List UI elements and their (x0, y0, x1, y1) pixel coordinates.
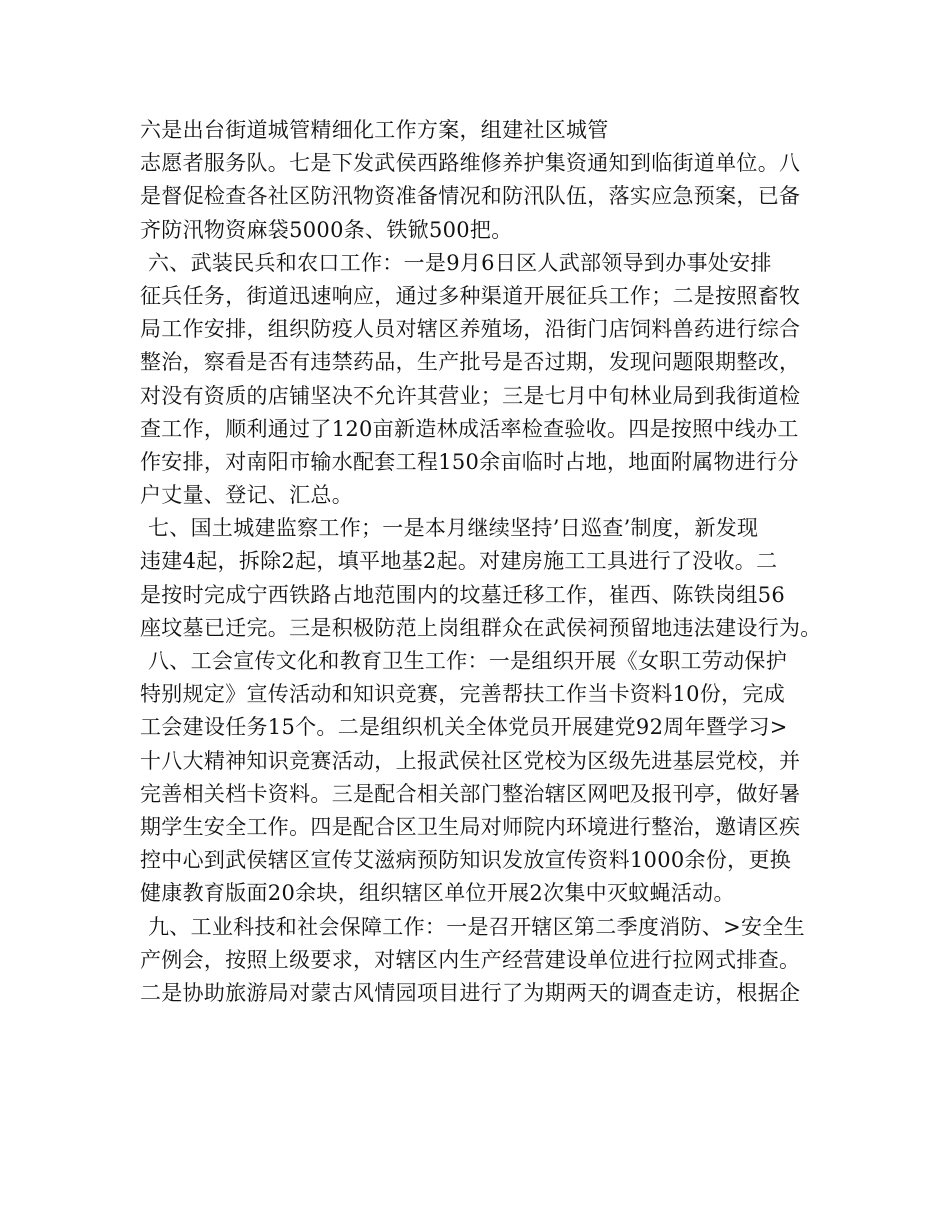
text-line: 二是协助旅游局对蒙古风情园项目进行了为期两天的调查走访，根据企 (140, 980, 801, 1005)
text-line: 产例会，按照上级要求，对辖区内生产经营建设单位进行拉网式排查。 (140, 947, 801, 972)
text-line: 查工作，顺利通过了120亩新造林成活率检查验收。四是按照中线办工 (140, 416, 799, 441)
text-line: 违建4起，拆除2起，填平地基2起。对建房施工工具进行了没收。二 (140, 549, 778, 574)
document-body (140, 114, 830, 1010)
text-line: 志愿者服务队。七是下发武侯西路维修养护集资通知到临街道单位。八 (140, 151, 801, 176)
text-line: 控中心到武侯辖区宣传艾滋病预防知识发放宣传资料1000余份，更换 (140, 848, 792, 873)
text-line: 是按时完成宁西铁路占地范围内的坟墓迁移工作，崔西、陈铁岗组56 (140, 582, 786, 607)
text-line: 作安排，对南阳市输水配套工程150余亩临时占地，地面附属物进行分 (140, 449, 799, 474)
text-line: 六、武装民兵和农口工作：一是9月6日区人武部领导到办事处安排 (148, 250, 772, 275)
text-line: 整治，察看是否有违禁药品，生产批号是否过期，发现问题限期整改， (140, 350, 801, 375)
text-line: 特别规定》宣传活动和知识竞赛，完善帮扶工作当卡资料10份，完成 (140, 682, 786, 707)
text-line: 是督促检查各社区防汛物资准备情况和防汛队伍，落实应急预案，已备 (140, 184, 801, 209)
text-line: 七、国土城建监察工作；一是本月继续坚持’日巡查’制度，新发现 (148, 516, 759, 541)
text-line: 齐防汛物资麻袋5000条、铁锨500把。 (140, 217, 513, 242)
text-line: 六是出台街道城管精细化工作方案，组建社区城管 (140, 118, 609, 142)
text-line: 工会建设任务15个。二是组织机关全体党员开展建党92周年暨学习> (140, 715, 788, 740)
text-line: 健康教育版面20余块，组织辖区单位开展2次集中灭蚊蝇活动。 (140, 881, 735, 906)
text-line: 九、工业科技和社会保障工作：一是召开辖区第二季度消防、>安全生 (148, 914, 805, 939)
text-line: 十八大精神知识竞赛活动，上报武侯社区党校为区级先进基层党校，并 (140, 748, 801, 773)
text-line: 期学生安全工作。四是配合区卫生局对师院内环境进行整治，邀请区疾 (140, 814, 801, 839)
text-line: 完善相关档卡资料。三是配合相关部门整治辖区网吧及报刊亭，做好暑 (140, 781, 801, 806)
text-line: 座坟墓已迁完。三是积极防范上岗组群众在武侯祠预留地违法建设行为。 (140, 615, 822, 640)
text-line: 对没有资质的店铺坚决不允许其营业；三是七月中旬林业局到我街道检 (140, 383, 801, 408)
text-line: 八、工会宣传文化和教育卫生工作：一是组织开展《女职工劳动保护 (148, 649, 787, 673)
text-line: 征兵任务，街道迅速响应，通过多种渠道开展征兵工作；二是按照畜牧 (140, 283, 801, 308)
text-line: 户丈量、登记、汇总。 (140, 483, 353, 508)
text-line: 局工作安排，组织防疫人员对辖区养殖场，沿街门店饲料兽药进行综合 (140, 317, 801, 342)
